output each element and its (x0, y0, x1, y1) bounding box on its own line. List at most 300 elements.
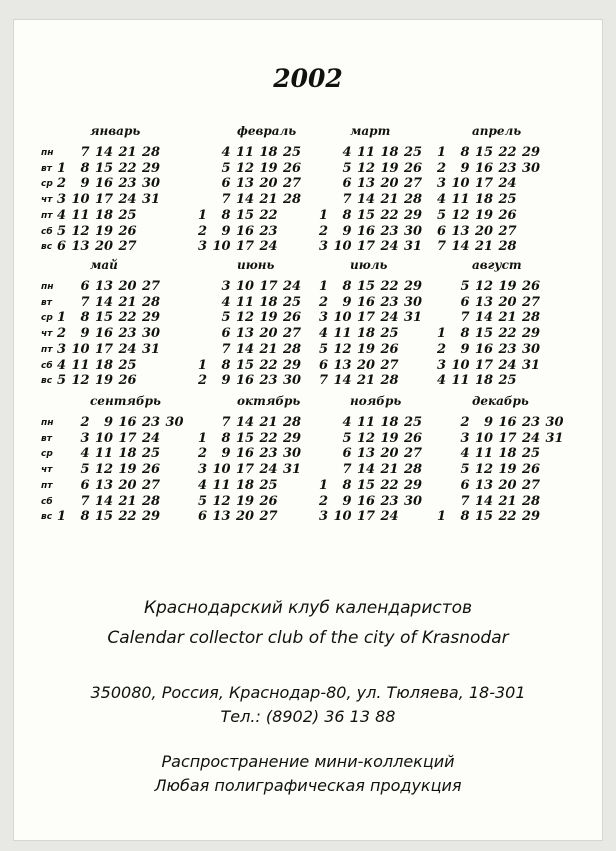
day-number: 23 (259, 446, 278, 462)
day-number: 30 (404, 493, 423, 509)
day-number: 3 (460, 430, 470, 446)
day-number: 26 (118, 223, 137, 239)
day-number: 19 (380, 430, 399, 446)
day-number: 13 (333, 357, 352, 373)
day-number: 2 (318, 294, 328, 310)
day-number: 11 (236, 294, 255, 310)
day-number: 25 (118, 207, 137, 223)
day-number: 7 (460, 310, 470, 326)
day-number: 23 (498, 160, 517, 176)
day-number: 9 (342, 223, 352, 239)
day-number: 27 (118, 239, 137, 255)
calendar-grid (14, 20, 602, 560)
day-number: 17 (236, 239, 255, 255)
day-number: 29 (522, 145, 541, 160)
weekday-label: пн (41, 282, 54, 292)
day-number: 7 (80, 493, 90, 509)
day-number: 13 (357, 446, 376, 462)
day-number: 4 (56, 207, 66, 223)
day-number: 31 (545, 430, 564, 446)
day-number: 2 (318, 223, 328, 239)
weekday-label: ср (41, 313, 53, 324)
day-number: 16 (475, 341, 494, 357)
day-number: 6 (342, 176, 352, 192)
day-number: 2 (197, 373, 207, 389)
day-number: 15 (236, 357, 255, 373)
day-number: 24 (283, 279, 302, 294)
day-number: 29 (404, 207, 423, 223)
day-number: 10 (212, 462, 231, 478)
day-number: 12 (95, 462, 114, 478)
day-number: 22 (380, 477, 399, 493)
weekday-label: сб (41, 360, 53, 371)
day-number: 21 (118, 145, 137, 160)
day-number: 21 (475, 239, 494, 255)
day-number: 12 (71, 223, 90, 239)
day-number: 26 (283, 310, 302, 326)
month-name: апрель (472, 124, 522, 138)
day-number: 13 (236, 326, 255, 342)
day-number: 27 (522, 477, 541, 493)
day-number: 28 (522, 493, 541, 509)
day-number: 10 (333, 310, 352, 326)
day-number: 24 (118, 192, 137, 208)
day-number: 6 (80, 279, 90, 294)
day-number: 28 (142, 493, 161, 509)
weekday-label: пт (41, 480, 53, 491)
day-number: 19 (95, 373, 114, 389)
day-number: 1 (436, 509, 446, 525)
day-number: 6 (460, 477, 470, 493)
day-number: 6 (197, 509, 207, 525)
day-number: 8 (221, 430, 231, 446)
day-number: 20 (118, 477, 137, 493)
day-number: 20 (475, 223, 494, 239)
day-number: 19 (498, 462, 517, 478)
club-name-ru: Краснодарский клуб календаристов (143, 598, 473, 618)
day-number: 10 (333, 509, 352, 525)
day-number: 27 (142, 477, 161, 493)
day-number: 16 (357, 493, 376, 509)
day-number: 31 (142, 341, 161, 357)
day-number: 25 (404, 415, 423, 430)
day-number: 17 (95, 192, 114, 208)
day-number: 10 (71, 341, 90, 357)
day-number: 5 (56, 223, 66, 239)
day-number: 21 (259, 415, 278, 430)
day-number: 22 (259, 357, 278, 373)
day-number: 11 (212, 477, 231, 493)
day-number: 31 (404, 239, 423, 255)
day-number: 7 (342, 192, 352, 208)
day-number: 27 (380, 357, 399, 373)
day-number: 6 (436, 223, 446, 239)
day-number: 4 (221, 145, 231, 160)
month-name: октябрь (237, 394, 301, 408)
weekday-label: вс (41, 242, 53, 253)
day-number: 14 (333, 373, 352, 389)
weekday-label: вт (41, 297, 52, 308)
day-number: 5 (56, 373, 66, 389)
day-number: 14 (451, 239, 470, 255)
day-number: 15 (95, 160, 114, 176)
weekday-label: сб (41, 226, 53, 237)
day-number: 2 (197, 223, 207, 239)
day-number: 16 (236, 373, 255, 389)
day-number: 30 (283, 373, 302, 389)
day-number: 3 (436, 357, 446, 373)
day-number: 13 (451, 223, 470, 239)
day-number: 17 (259, 279, 278, 294)
day-number: 9 (80, 326, 90, 342)
day-number: 27 (404, 176, 423, 192)
day-number: 22 (118, 160, 137, 176)
day-number: 12 (475, 462, 494, 478)
day-number: 12 (357, 160, 376, 176)
day-number: 30 (404, 223, 423, 239)
day-number: 8 (80, 160, 90, 176)
day-number: 20 (236, 509, 255, 525)
weekday-label: чт (41, 195, 53, 206)
club-name-en: Calendar collector club of the city of Krasnodar (107, 628, 509, 648)
day-number: 16 (475, 160, 494, 176)
day-number: 1 (318, 279, 328, 294)
day-number: 4 (436, 192, 446, 208)
day-number: 26 (118, 373, 137, 389)
day-number: 22 (259, 430, 278, 446)
day-number: 24 (498, 357, 517, 373)
day-number: 4 (436, 373, 446, 389)
day-number: 17 (498, 430, 517, 446)
day-number: 10 (236, 279, 255, 294)
weekday-label: пн (41, 148, 54, 158)
day-number: 2 (56, 176, 66, 192)
day-number: 19 (380, 160, 399, 176)
day-number: 19 (259, 310, 278, 326)
day-number: 11 (357, 415, 376, 430)
day-number: 4 (460, 446, 470, 462)
day-number: 18 (95, 357, 114, 373)
day-number: 28 (498, 239, 517, 255)
day-number: 26 (142, 462, 161, 478)
day-number: 2 (197, 446, 207, 462)
day-number: 25 (283, 145, 302, 160)
day-number: 7 (342, 462, 352, 478)
day-number: 22 (498, 145, 517, 160)
day-number: 31 (142, 192, 161, 208)
day-number: 16 (236, 223, 255, 239)
day-number: 25 (283, 294, 302, 310)
day-number: 28 (283, 192, 302, 208)
day-number: 11 (71, 207, 90, 223)
day-number: 30 (142, 326, 161, 342)
day-number: 3 (318, 239, 328, 255)
day-number: 14 (95, 294, 114, 310)
day-number: 9 (342, 493, 352, 509)
day-number: 19 (236, 493, 255, 509)
day-number: 6 (80, 477, 90, 493)
day-number: 19 (118, 462, 137, 478)
day-number: 8 (460, 509, 470, 525)
day-number: 21 (118, 294, 137, 310)
day-number: 30 (404, 294, 423, 310)
day-number: 8 (342, 207, 352, 223)
phone: Тел.: (8902) 36 13 88 (220, 707, 396, 726)
day-number: 20 (259, 176, 278, 192)
month-name: июнь (237, 258, 275, 272)
day-number: 1 (56, 509, 66, 525)
day-number: 10 (95, 430, 114, 446)
day-number: 17 (475, 176, 494, 192)
day-number: 6 (56, 239, 66, 255)
day-number: 3 (56, 192, 66, 208)
day-number: 6 (318, 357, 328, 373)
day-number: 16 (357, 294, 376, 310)
day-number: 10 (71, 192, 90, 208)
day-number: 7 (221, 341, 231, 357)
day-number: 24 (259, 462, 278, 478)
day-number: 13 (357, 176, 376, 192)
day-number: 19 (95, 223, 114, 239)
day-number: 5 (460, 279, 470, 294)
day-number: 9 (80, 176, 90, 192)
day-number: 11 (236, 145, 255, 160)
day-number: 22 (380, 207, 399, 223)
day-number: 23 (380, 223, 399, 239)
day-number: 25 (404, 145, 423, 160)
day-number: 29 (522, 326, 541, 342)
day-number: 18 (475, 192, 494, 208)
day-number: 5 (342, 160, 352, 176)
day-number: 3 (56, 341, 66, 357)
day-number: 22 (498, 326, 517, 342)
day-number: 9 (221, 223, 231, 239)
day-number: 5 (221, 310, 231, 326)
day-number: 18 (357, 326, 376, 342)
day-number: 10 (451, 357, 470, 373)
day-number: 15 (236, 430, 255, 446)
day-number: 29 (404, 477, 423, 493)
day-number: 26 (380, 341, 399, 357)
day-number: 21 (498, 493, 517, 509)
day-number: 25 (380, 326, 399, 342)
day-number: 4 (221, 294, 231, 310)
month-name: февраль (237, 124, 297, 138)
day-number: 24 (259, 239, 278, 255)
day-number: 16 (118, 415, 137, 430)
day-number: 6 (342, 446, 352, 462)
day-number: 23 (380, 294, 399, 310)
day-number: 26 (404, 160, 423, 176)
day-number: 14 (95, 493, 114, 509)
day-number: 22 (259, 207, 278, 223)
day-number: 7 (80, 294, 90, 310)
day-number: 4 (197, 477, 207, 493)
day-number: 18 (380, 415, 399, 430)
weekday-label: пт (41, 344, 53, 355)
day-number: 8 (342, 477, 352, 493)
day-number: 11 (333, 326, 352, 342)
day-number: 17 (236, 462, 255, 478)
weekday-label: вс (41, 512, 53, 523)
day-number: 8 (221, 357, 231, 373)
day-number: 18 (236, 477, 255, 493)
day-number: 31 (522, 357, 541, 373)
day-number: 10 (212, 239, 231, 255)
day-number: 22 (380, 279, 399, 294)
day-number: 28 (404, 192, 423, 208)
day-number: 14 (236, 192, 255, 208)
weekday-label: ср (41, 449, 53, 460)
day-number: 17 (95, 341, 114, 357)
day-number: 27 (404, 446, 423, 462)
day-number: 30 (522, 160, 541, 176)
day-number: 17 (475, 357, 494, 373)
day-number: 24 (380, 509, 399, 525)
day-number: 3 (318, 310, 328, 326)
day-number: 30 (522, 341, 541, 357)
day-number: 25 (522, 446, 541, 462)
day-number: 15 (357, 207, 376, 223)
day-number: 20 (498, 294, 517, 310)
day-number: 24 (498, 176, 517, 192)
day-number: 21 (380, 192, 399, 208)
day-number: 11 (357, 145, 376, 160)
day-number: 2 (56, 326, 66, 342)
day-number: 5 (80, 462, 90, 478)
day-number: 14 (236, 415, 255, 430)
day-number: 30 (283, 446, 302, 462)
day-number: 6 (460, 294, 470, 310)
month-name: сентябрь (90, 394, 161, 408)
day-number: 5 (318, 341, 328, 357)
day-number: 7 (460, 493, 470, 509)
day-number: 14 (357, 462, 376, 478)
month-name: декабрь (472, 394, 529, 408)
day-number: 26 (522, 279, 541, 294)
day-number: 18 (95, 207, 114, 223)
day-number: 2 (436, 160, 446, 176)
day-number: 5 (436, 207, 446, 223)
day-number: 9 (103, 415, 113, 430)
day-number: 14 (95, 145, 114, 160)
day-number: 18 (259, 294, 278, 310)
day-number: 16 (498, 415, 517, 430)
day-number: 5 (460, 462, 470, 478)
day-number: 23 (142, 415, 161, 430)
day-number: 8 (460, 326, 470, 342)
day-number: 6 (221, 176, 231, 192)
day-number: 29 (522, 509, 541, 525)
day-number: 8 (80, 310, 90, 326)
day-number: 27 (283, 176, 302, 192)
day-number: 14 (475, 493, 494, 509)
day-number: 13 (475, 294, 494, 310)
day-number: 23 (522, 415, 541, 430)
day-number: 2 (460, 415, 470, 430)
day-number: 11 (95, 446, 114, 462)
day-number: 21 (259, 341, 278, 357)
day-number: 8 (460, 145, 470, 160)
day-number: 10 (333, 239, 352, 255)
day-number: 20 (259, 326, 278, 342)
weekday-label: пт (41, 210, 53, 221)
day-number: 8 (80, 509, 90, 525)
day-number: 9 (483, 415, 493, 430)
day-number: 20 (380, 176, 399, 192)
day-number: 17 (357, 509, 376, 525)
day-number: 16 (95, 326, 114, 342)
day-number: 18 (118, 446, 137, 462)
day-number: 2 (318, 493, 328, 509)
day-number: 24 (118, 341, 137, 357)
day-number: 13 (475, 477, 494, 493)
day-number: 27 (283, 326, 302, 342)
day-number: 28 (283, 415, 302, 430)
day-number: 16 (236, 446, 255, 462)
day-number: 1 (197, 207, 207, 223)
day-number: 14 (475, 310, 494, 326)
day-number: 25 (498, 192, 517, 208)
day-number: 7 (221, 192, 231, 208)
day-number: 23 (259, 223, 278, 239)
day-number: 12 (212, 493, 231, 509)
day-number: 4 (56, 357, 66, 373)
day-number: 11 (475, 446, 494, 462)
day-number: 13 (95, 477, 114, 493)
calendar-card (14, 20, 602, 840)
day-number: 24 (380, 239, 399, 255)
day-number: 23 (498, 341, 517, 357)
day-number: 21 (380, 462, 399, 478)
day-number: 1 (436, 145, 446, 160)
day-number: 1 (197, 357, 207, 373)
day-number: 24 (522, 430, 541, 446)
day-number: 14 (357, 192, 376, 208)
day-number: 1 (56, 310, 66, 326)
day-number: 26 (404, 430, 423, 446)
day-number: 23 (259, 373, 278, 389)
day-number: 3 (197, 239, 207, 255)
day-number: 3 (436, 176, 446, 192)
month-name: июль (350, 258, 388, 272)
day-number: 18 (380, 145, 399, 160)
day-number: 28 (404, 462, 423, 478)
day-number: 22 (498, 509, 517, 525)
day-number: 15 (236, 207, 255, 223)
day-number: 5 (342, 430, 352, 446)
day-number: 9 (460, 160, 470, 176)
day-number: 11 (451, 373, 470, 389)
day-number: 3 (318, 509, 328, 525)
weekday-label: вт (41, 163, 52, 174)
weekday-label: сб (41, 496, 53, 507)
day-number: 28 (522, 310, 541, 326)
day-number: 26 (522, 462, 541, 478)
month-name: январь (90, 124, 141, 138)
address: 350080, Россия, Краснодар-80, ул. Тюляева, 18-301 (90, 683, 526, 702)
day-number: 7 (436, 239, 446, 255)
day-number: 4 (342, 415, 352, 430)
day-number: 15 (475, 326, 494, 342)
day-number: 20 (95, 239, 114, 255)
weekday-label: вт (41, 433, 52, 444)
day-number: 30 (165, 415, 184, 430)
day-number: 25 (142, 446, 161, 462)
day-number: 28 (142, 294, 161, 310)
day-number: 29 (283, 430, 302, 446)
day-number: 16 (95, 176, 114, 192)
